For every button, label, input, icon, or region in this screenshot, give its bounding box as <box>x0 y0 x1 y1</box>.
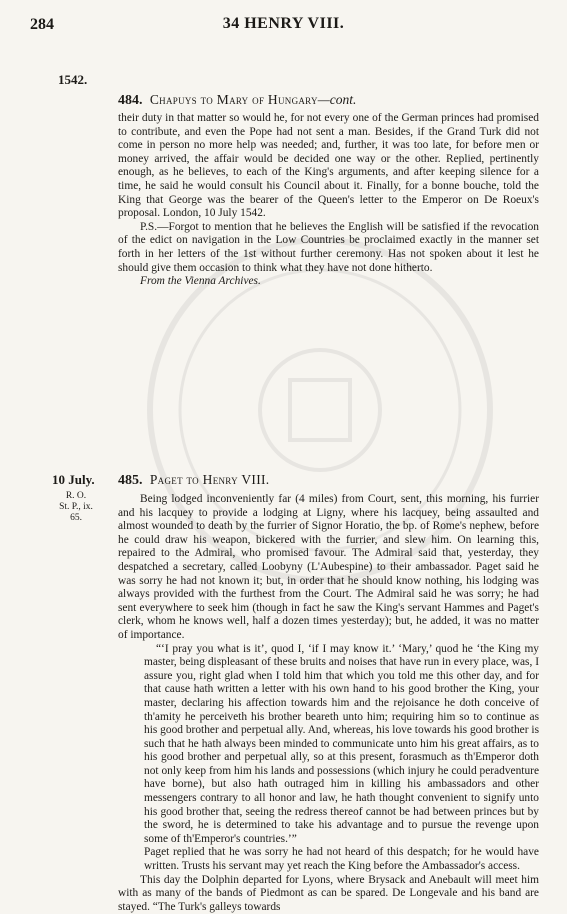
entry-485-paragraph-2: This day the Dolphin departed for Lyons, where Brysack and Anebault will meet him with as many of the bands of Piedmont as can be spared. De Longevale and his band are stayed. “The Turk's galleys towards <box>118 873 539 913</box>
entry-484-number: 484. <box>118 93 143 108</box>
entry-485-heading <box>118 472 269 489</box>
entry-484-continued: —cont. <box>317 92 357 107</box>
entry-484-title: Chapuys to Mary of Hungary <box>149 92 318 107</box>
entry-484-source: From the Vienna Archives. <box>140 275 261 288</box>
entry-485-body <box>118 493 539 914</box>
running-head: 34 HENRY VIII. <box>222 15 345 32</box>
margin-year: 1542. <box>58 72 88 87</box>
entry-485-number: 485. <box>118 473 143 488</box>
page-number: 284 <box>30 16 54 33</box>
entry-485-date: 10 July. <box>52 472 95 487</box>
reference-line: R. O. <box>65 491 87 501</box>
entry-484-heading <box>118 92 356 109</box>
entry-484-postscript: P.S.—Forgot to mention that he believes the English will be satisfied if the revocation of the edict on navigation in the Low Countries be proclaimed exactly in the manner set forth in her letters of the 1st without further ceremony. Has not spoken about it lest he should give them occasion to think what they have not done hitherto. <box>118 220 539 274</box>
entry-485-reference <box>52 491 100 524</box>
entry-485-title: Paget to Henry VIII. <box>149 472 270 487</box>
reference-line: 65. <box>70 513 82 523</box>
reference-line: St. P., ix. <box>59 502 93 512</box>
entry-484-body <box>118 112 539 289</box>
entry-485-quotation-continued: Paget replied that he was sorry he had not heard of this despatch; for he would have written. Trusts his servant may yet reach the King before the Ambassador's access. <box>144 846 539 873</box>
entry-485-paragraph-1: Being lodged inconveniently far (4 miles) from Court, sent, this morning, his furrier and his lacquey to provide a lodging at Ligny, where his lacquey, being assaulted and almost wounded to death by the furrier of Signor Horatio, the bp. of Rome's nephew, before he could draw his weapon, bickered with the furrier, and slew him. On learning this, repaired to the Admiral, who promised favour. The Admiral said that, yesterday, they despatched a secretary, called Loobyny (L'Aubespine) to their ambassador. Paget said he was sorry he had not known it; but, in order that he should know nothing, his lodging was always provided with the furthest from the Court. The Admiral said he was sorry; he had sent everywhere to seek him (though in fact he saw the King's servant Hammes and Paget's clerk, whom he knows well, half a dozen times yesterday); but, he added, it was no matter of importance. <box>118 493 539 641</box>
entry-484-paragraph-1: their duty in that matter so would he, for not every one of the German princes had promised to contribute, and even the Pope had not sent a man. Besides, if the Grand Turk did not come in person no more help was needed; and, further, it was too late, for before men or money arrived, the affair would be decided one way or the other. Replied, pertinently enough, as he believes, to each of the King's arguments, and after keeping silence for a time, he said he would consult his Council about it. Finally, for a bonne bouche, told the King that George was the bearer of the Queen's letter to the Emperor on De Roeux's proposal. London, 10 July 1542. <box>118 112 539 220</box>
entry-485-quotation: “‘I pray you what is it’, quod I, ‘if I may know it.’ ‘Mary,’ quod he ‘the King my master, being displeasant of these bruits and noises that have run in every place, was, I assure you, right glad when I told him that which you told me this other day, and for that cause hath written a letter with his own hand to his good brother the King, your master, declaring his affection towards him and the rejoisance he doth conceive of th'amity he perceiveth his brother beareth unto him; requiring him so to continue as his good brother and perpetual ally. And, whereas, his love towards his good brother is such that he hath always been minded to communicate unto him his great affairs, as to his good brother and perpetual ally, so at this present, forasmuch as th'Emperor doth not only keep from him his lands and possessions (which injury he could peradventure have borne), but also hath outraged him in killing his ambassadors and other messengers contrary to all honor and law, he hath thought convenient to signify unto his good brother that, seeing the redress thereof cannot be had between princes but by the sword, he is determined to take his advantage and to pursue the revenge upon some of th'Emperor's countries.’” <box>144 642 539 845</box>
